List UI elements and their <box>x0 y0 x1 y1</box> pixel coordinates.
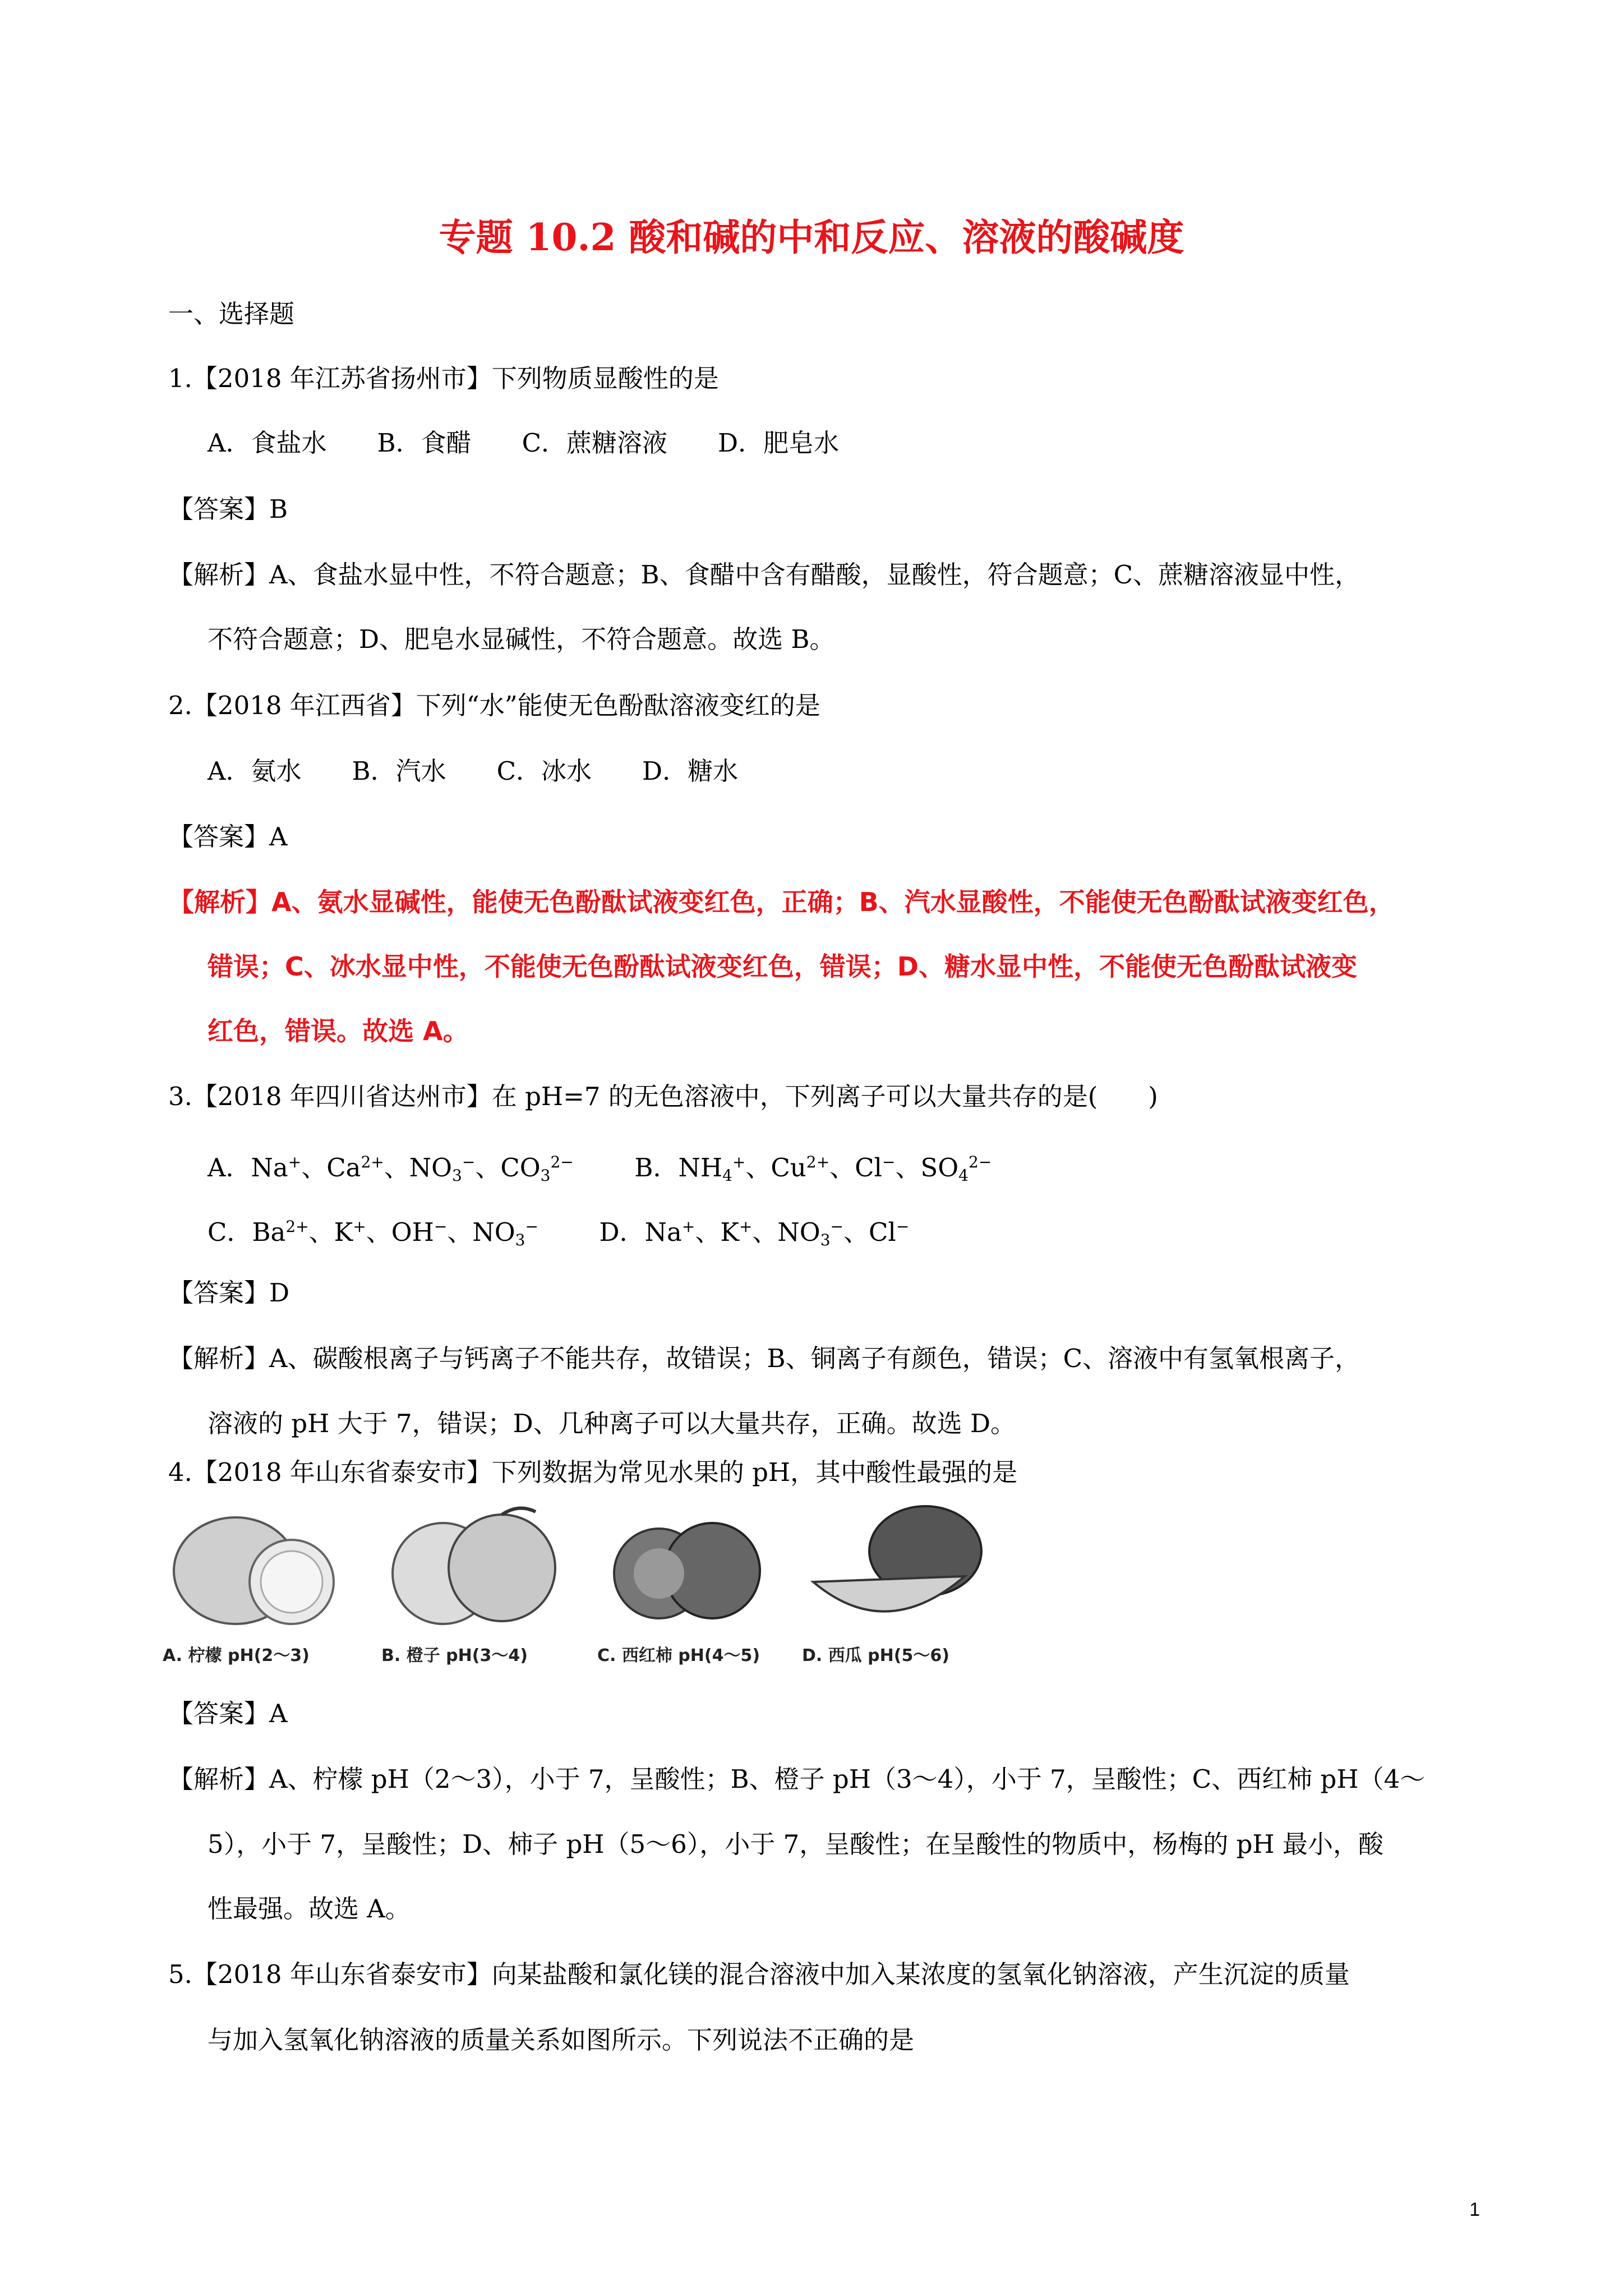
tomato-image <box>597 1498 782 1666</box>
fruit-image-strip <box>163 1498 993 1666</box>
question-4: 4.【2018 年山东省泰安市】下列数据为常见水果的 pH，其中酸性最强的是 <box>168 1457 1018 1487</box>
question-4-analysis-line-2: 5），小于 7，呈酸性；D、柿子 pH（5～6），小于 7，呈酸性；在呈酸性的物质中，杨梅的 pH 最小，酸 <box>208 1829 1384 1859</box>
question-5-line-2: 与加入氢氧化钠溶液的质量关系如图所示。下列说法不正确的是 <box>208 2025 915 2055</box>
page-number: 1 <box>1469 2199 1480 2220</box>
question-2: 2.【2018 年江西省】下列“水”能使无色酚酞溶液变红的是 <box>168 691 820 720</box>
question-1: 1.【2018 年江苏省扬州市】下列物质显酸性的是 <box>168 364 719 393</box>
watermelon-label: D. 西瓜 pH(5～6) <box>802 1646 949 1665</box>
question-5-line-1: 5.【2018 年山东省泰安市】向某盐酸和氯化镁的混合溶液中加入某浓度的氢氧化钠溶液，产生沉淀的质量 <box>168 1959 1350 1989</box>
lemon-label: A. 柠檬 pH(2～3) <box>163 1646 310 1665</box>
question-4-analysis-line-3: 性最强。故选 A。 <box>208 1894 411 1924</box>
question-2-analysis-line-3: 红色，错误。故选 A。 <box>208 1016 469 1046</box>
watermelon-image <box>802 1498 993 1666</box>
orange-label: B. 橙子 pH(3～4) <box>381 1646 528 1665</box>
question-2-analysis-line-2: 错误；C、冰水显中性，不能使无色酚酞试液变红色，错误；D、糖水显中性，不能使无色酚酞试液变 <box>208 951 1357 982</box>
question-1-analysis-line-1: 【解析】A、食盐水显中性，不符合题意；B、食醋中含有醋酸，显酸性，符合题意；C、蔗糖溶液显中性， <box>168 560 1361 590</box>
question-2-analysis-line-1: 【解析】A、氨水显碱性，能使无色酚酞试液变红色，正确；B、汽水显酸性，不能使无色酚酞试液变红色， <box>168 887 1395 917</box>
section-heading: 一、选择题 <box>168 299 295 329</box>
question-2-answer: 【答案】A <box>168 822 288 852</box>
question-3-analysis-line-2: 溶液的 pH 大于 7，错误；D、几种离子可以大量共存，正确。故选 D。 <box>208 1409 1016 1438</box>
orange-image <box>381 1498 572 1666</box>
question-4-answer: 【答案】A <box>168 1699 288 1728</box>
question-3-options-ab: A．Na+、$Ca^{2+}$、$NO_3^-$、$CO_3^{2-}$ B．$NH_4^+$、$Cu^{2+}$、Cl−、$SO_4^{2-}$ <box>208 1153 992 1185</box>
question-3-answer: 【答案】D <box>168 1278 290 1308</box>
tomato-label: C. 西红柿 pH(4～5) <box>597 1646 760 1665</box>
lemon-image <box>163 1498 376 1666</box>
question-1-answer: 【答案】B <box>168 494 288 524</box>
question-1-options: A．食盐水 B．食醋 C．蔗糖溶液 D．肥皂水 <box>208 428 840 458</box>
question-2-options: A．氨水 B．汽水 C．冰水 D．糖水 <box>208 756 739 786</box>
page-title: 专题 10.2 酸和碱的中和反应、溶液的酸碱度 <box>439 215 1184 259</box>
question-3-analysis-line-1: 【解析】A、碳酸根离子与钙离子不能共存，故错误；B、铜离子有颜色，错误；C、溶液中有氢氧根离子， <box>168 1343 1361 1373</box>
question-1-analysis-line-2: 不符合题意；D、肥皂水显碱性，不符合题意。故选 B。 <box>208 624 835 654</box>
question-3-options-cd: C．$Ba^{2+}$、K+、OH−、$NO_3^-$ D．Na+、K+、$NO_3^-$、Cl− <box>208 1217 910 1249</box>
question-4-analysis-line-1: 【解析】A、柠檬 pH（2～3），小于 7，呈酸性；B、橙子 pH（3～4），小于 7，呈酸性；C、西红柿 pH（4～ <box>168 1764 1426 1794</box>
question-3: 3.【2018 年四川省达州市】在 pH=7 的无色溶液中，下列离子可以大量共存的是( ) <box>168 1082 1158 1111</box>
